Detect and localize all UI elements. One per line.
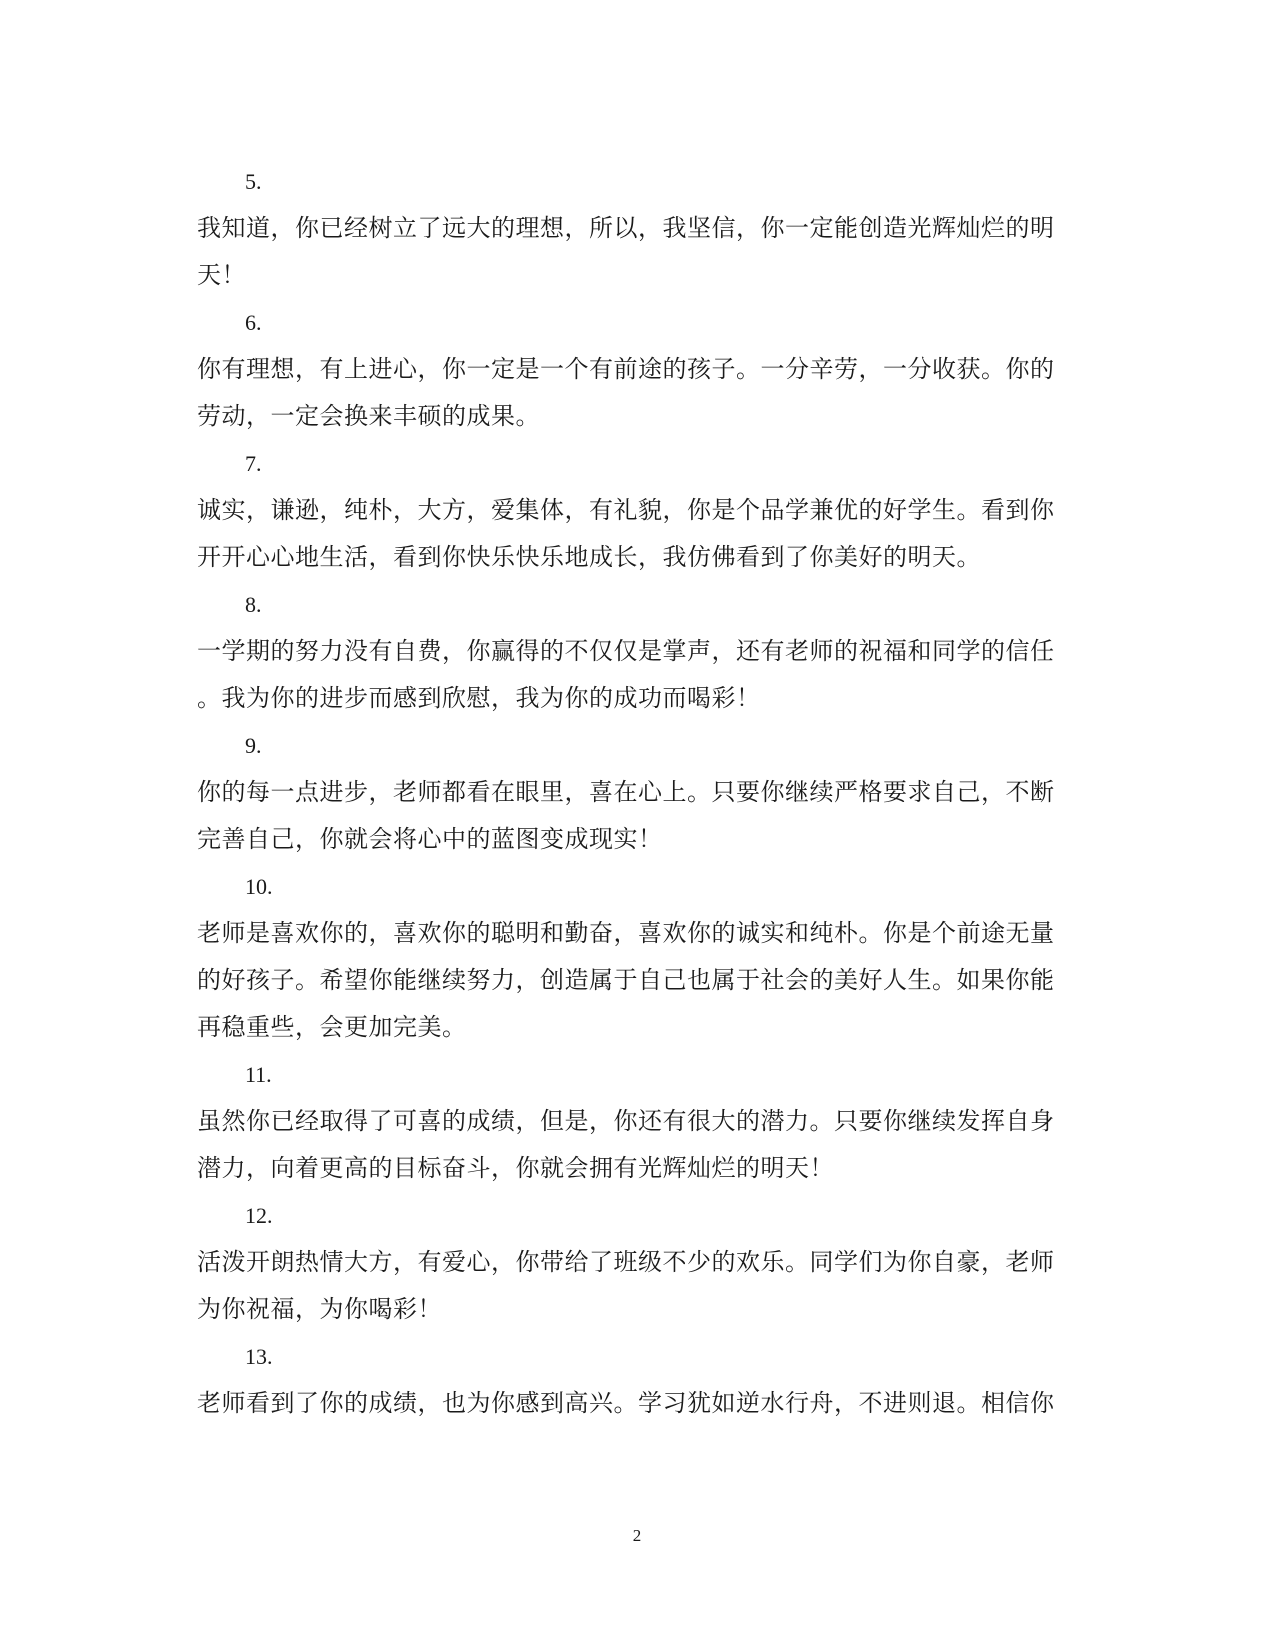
paragraph-line: 完善自己，你就会将心中的蓝图变成现实！ [197, 825, 663, 853]
item-number: 9. [245, 733, 262, 758]
item-number: 10. [245, 874, 273, 899]
item-paragraph [197, 346, 1077, 440]
paragraph-line: 老师看到了你的成绩，也为你感到高兴。学习犹如逆水行舟，不进则退。相信你 [197, 1389, 1055, 1417]
item-number: 5. [245, 169, 262, 194]
document-body [197, 158, 1077, 1427]
item-paragraph [197, 1380, 1077, 1427]
page-number: 2 [632, 1526, 642, 1545]
paragraph-line: 活泼开朗热情大方，有爱心，你带给了班级不少的欢乐。同学们为你自豪，老师 [197, 1248, 1055, 1276]
paragraph-line: 为你祝福，为你喝彩！ [197, 1295, 442, 1323]
paragraph-line: 潜力，向着更高的目标奋斗，你就会拥有光辉灿烂的明天！ [197, 1154, 834, 1182]
paragraph-line: 劳动，一定会换来丰硕的成果。 [197, 402, 540, 430]
item-number: 13. [245, 1344, 273, 1369]
item-number: 6. [245, 310, 262, 335]
paragraph-line: 你的每一点进步，老师都看在眼里，喜在心上。只要你继续严格要求自己，不断 [197, 778, 1055, 806]
paragraph-line: 天！ [197, 261, 246, 289]
paragraph-line: 开开心心地生活，看到你快乐快乐地成长，我仿佛看到了你美好的明天。 [197, 543, 981, 571]
item-number: 7. [245, 451, 262, 476]
item-paragraph [197, 769, 1077, 863]
item-paragraph [197, 205, 1077, 299]
paragraph-line: 一学期的努力没有自费，你赢得的不仅仅是掌声，还有老师的祝福和同学的信任 [197, 637, 1055, 665]
item-number: 8. [245, 592, 262, 617]
paragraph-line: 的好孩子。希望你能继续努力，创造属于自己也属于社会的美好人生。如果你能 [197, 966, 1055, 994]
item-number: 12. [245, 1203, 273, 1228]
item-paragraph [197, 910, 1077, 1051]
item-paragraph [197, 1098, 1077, 1192]
item-paragraph [197, 487, 1077, 581]
paragraph-line: 诚实，谦逊，纯朴，大方，爱集体，有礼貌，你是个品学兼优的好学生。看到你 [197, 496, 1055, 524]
paragraph-line: 老师是喜欢你的，喜欢你的聪明和勤奋，喜欢你的诚实和纯朴。你是个前途无量 [197, 919, 1055, 947]
paragraph-line: 。我为你的进步而感到欣慰，我为你的成功而喝彩！ [197, 684, 761, 712]
paragraph-line: 你有理想，有上进心，你一定是一个有前途的孩子。一分辛劳，一分收获。你的 [197, 355, 1055, 383]
item-number: 11. [245, 1062, 272, 1087]
item-paragraph [197, 628, 1077, 722]
paragraph-line: 虽然你已经取得了可喜的成绩，但是，你还有很大的潜力。只要你继续发挥自身 [197, 1107, 1055, 1135]
item-paragraph [197, 1239, 1077, 1333]
paragraph-line: 我知道，你已经树立了远大的理想，所以，我坚信，你一定能创造光辉灿烂的明 [197, 214, 1055, 242]
paragraph-line: 再稳重些，会更加完美。 [197, 1013, 467, 1041]
